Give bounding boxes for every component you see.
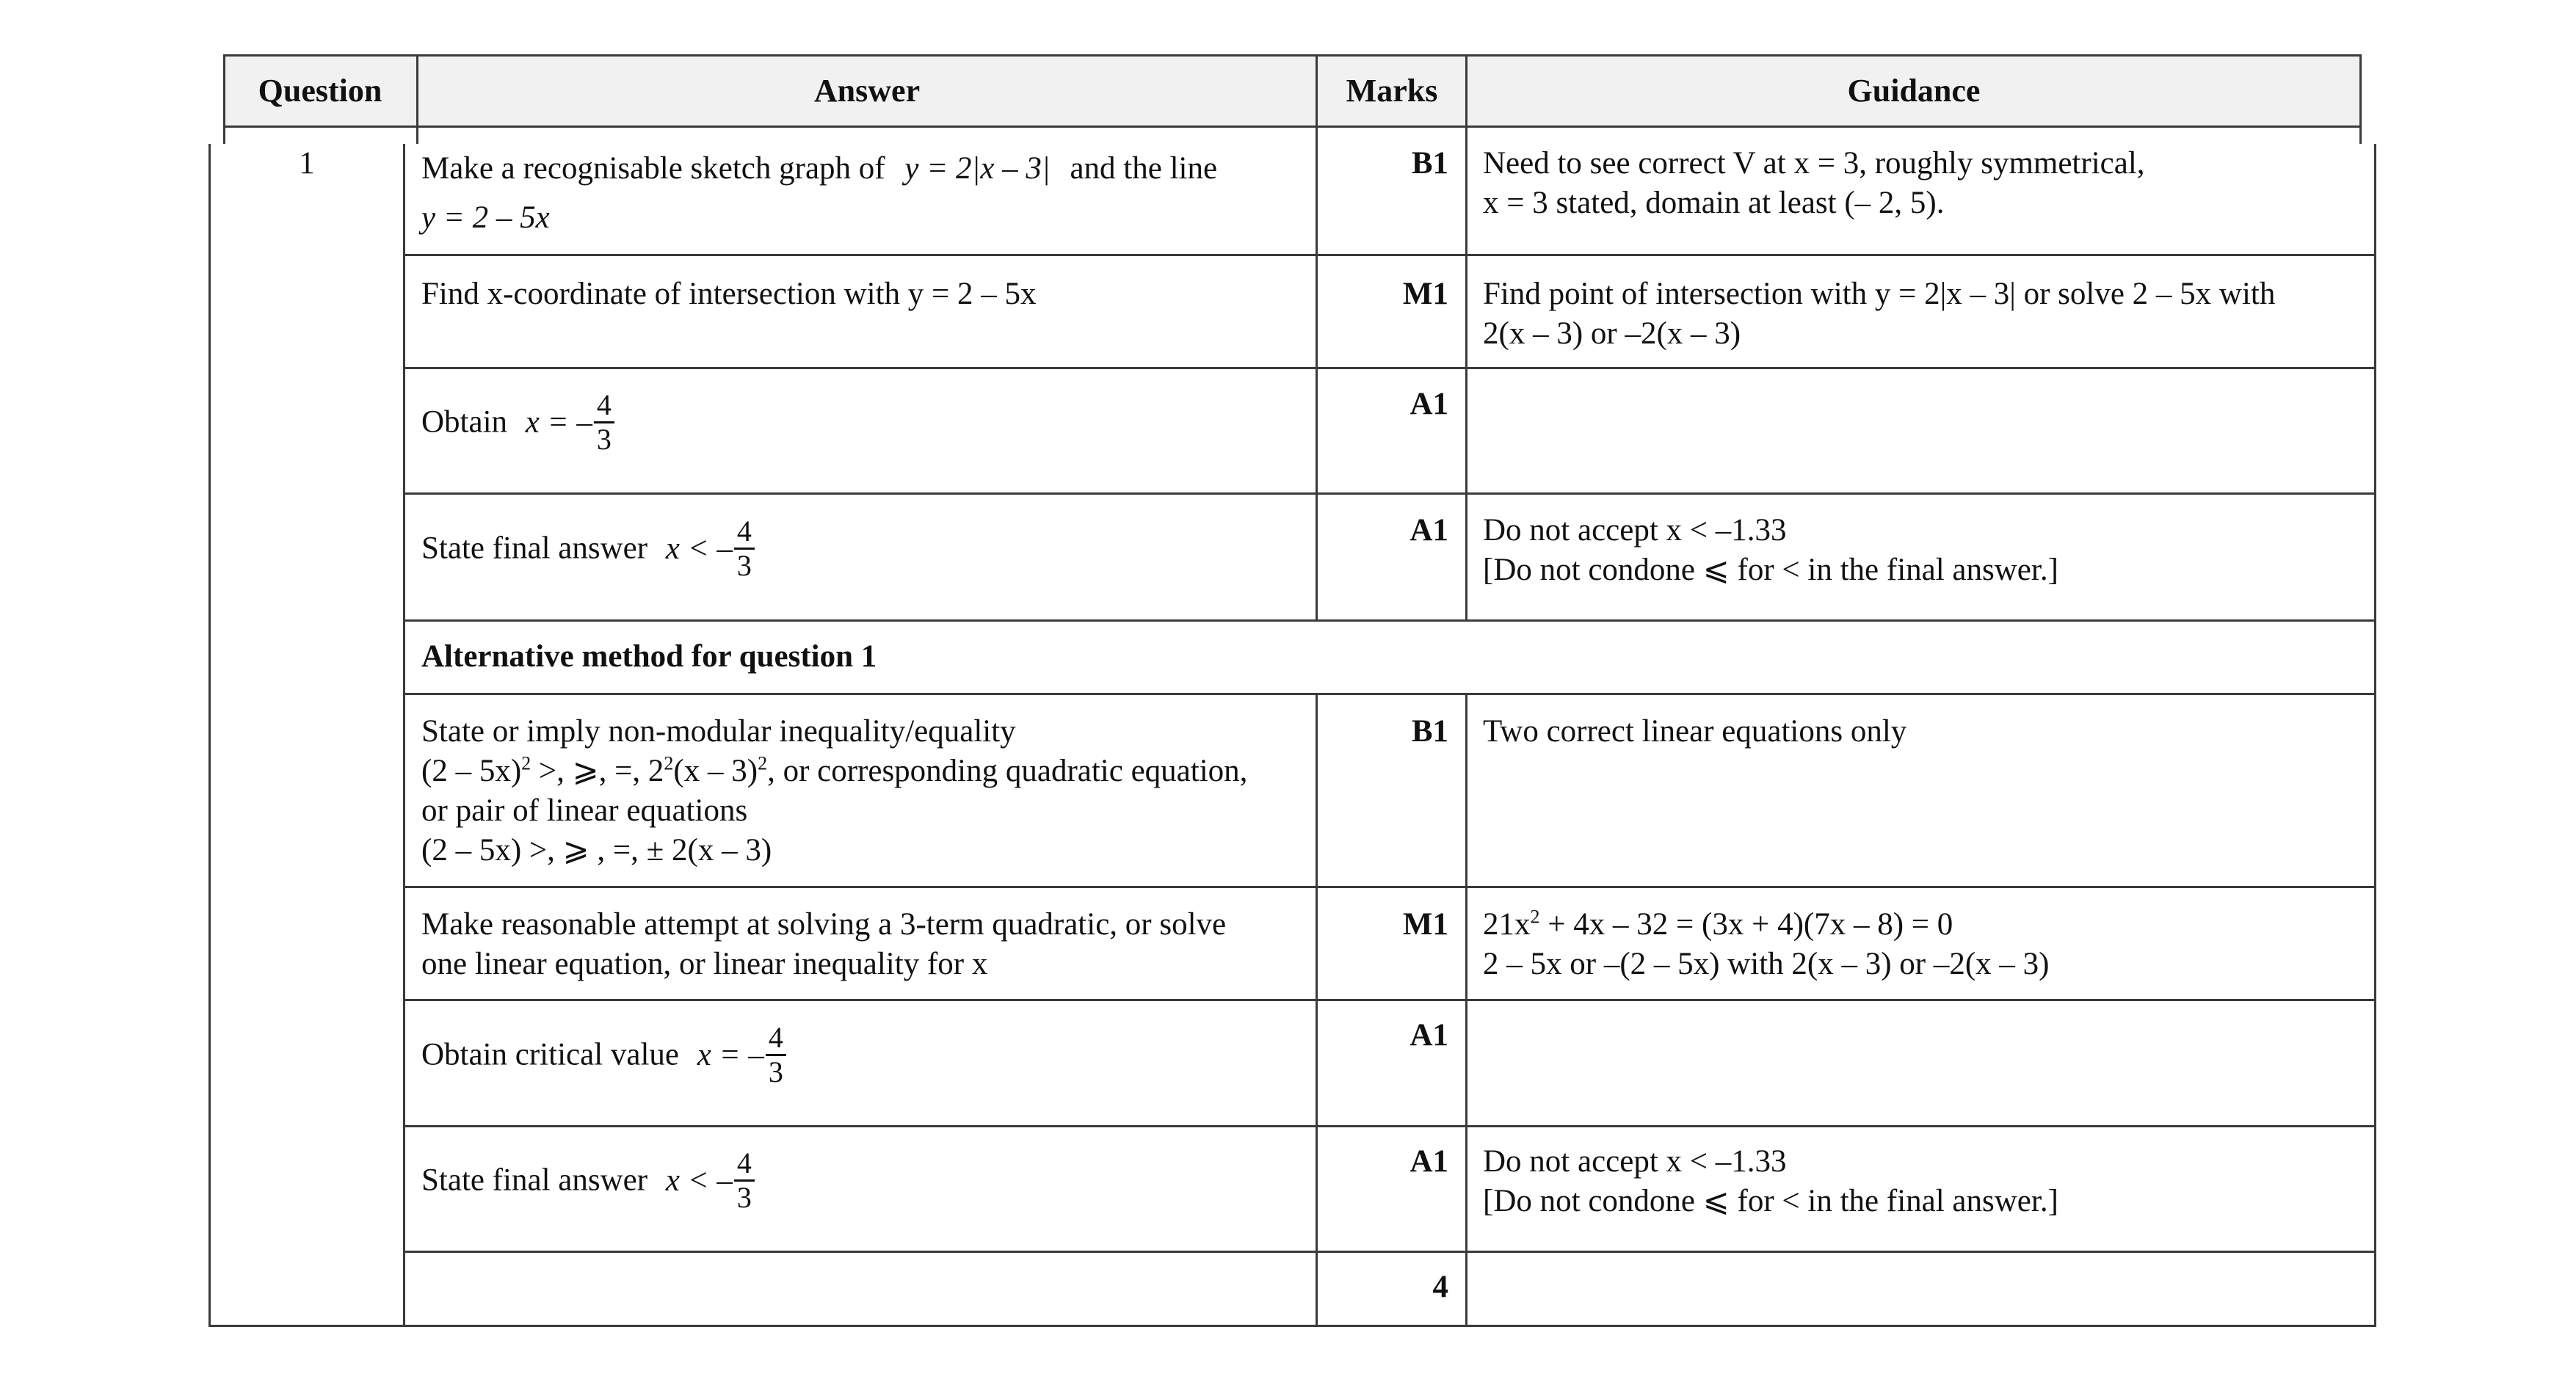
alt1-answer-line2	[421, 752, 1247, 791]
alt1-answer-line3: or pair of linear equations	[421, 793, 748, 828]
header-guidance: Guidance	[1847, 72, 1981, 109]
header-vline-right	[2359, 54, 2362, 144]
alt2-g-sup: 2	[1530, 906, 1540, 928]
header-answer: Answer	[813, 72, 921, 109]
row-line-5	[403, 693, 2376, 695]
alt3-mark: A1	[1409, 1018, 1448, 1052]
body-vline-m2	[1465, 694, 1467, 1327]
alt1-c: (x – 3)	[673, 754, 758, 788]
row2-guidance-line1: Find point of intersection with y = 2|x – 3| or solve 2 – 5x with	[1483, 277, 2276, 311]
row3-fraction	[594, 389, 614, 456]
body-vline-a2	[1316, 694, 1318, 1327]
row4-answer-math: x < –	[665, 531, 733, 566]
alt4-answer-math: x < –	[665, 1163, 733, 1198]
header-line-top	[223, 54, 2361, 57]
row4-fraction	[734, 515, 755, 582]
row3-answer-math: x = –	[525, 404, 592, 440]
alt4-answer-text: State final answer	[421, 1163, 648, 1198]
alt3-answer-text: Obtain critical value	[421, 1037, 680, 1072]
header-question: Question	[258, 72, 382, 109]
alternative-method-heading: Alternative method for question 1	[421, 639, 877, 674]
row1-guidance-line2: x = 3 stated, domain at least (– 2, 5).	[1483, 186, 1945, 220]
row3-frac-num: 4	[594, 389, 614, 423]
alt4-guidance-line2: [Do not condone ⩽ for < in the final answer.]	[1483, 1184, 2058, 1218]
total-mark: 4	[1432, 1270, 1448, 1304]
row-line-9	[403, 1251, 2376, 1253]
row1-mark: B1	[1411, 146, 1448, 181]
alt2-answer-line2: one linear equation, or linear inequality for x	[421, 947, 988, 981]
alt4-frac-num: 4	[734, 1147, 755, 1182]
alt1-sup3: 2	[758, 752, 768, 774]
body-vline-q	[403, 144, 405, 1327]
alt1-b: >, ⩾, =, 2	[531, 754, 664, 788]
row4-frac-den: 3	[736, 549, 752, 582]
row-line-2	[403, 367, 2376, 369]
row3-answer	[421, 389, 614, 456]
row1-guidance-line1: Need to see correct V at x = 3, roughly symmetrical,	[1483, 146, 2145, 181]
row-line-1	[403, 254, 2376, 256]
row1-answer-math: y = 2|x – 3|	[904, 151, 1051, 186]
row-line-7	[403, 999, 2376, 1001]
row3-answer-text: Obtain	[421, 404, 508, 440]
row2-answer: Find x-coordinate of intersection with y = 2 – 5x	[421, 277, 1037, 311]
row4-answer	[421, 515, 755, 582]
alt1-a: (2 – 5x)	[421, 754, 522, 788]
alt4-guidance-line1: Do not accept x < –1.33	[1483, 1144, 1787, 1179]
question-number: 1	[299, 146, 315, 181]
alt4-fraction	[734, 1147, 755, 1214]
alt3-answer-math: x = –	[697, 1037, 764, 1072]
row-line-3	[403, 492, 2376, 495]
alt2-g-a: 21x	[1483, 907, 1531, 942]
alt4-answer	[421, 1147, 755, 1214]
row-line-4	[403, 619, 2376, 622]
alt1-sup1: 2	[521, 752, 531, 774]
alt2-mark: M1	[1402, 907, 1448, 942]
row4-answer-text: State final answer	[421, 531, 648, 566]
header-vline-a	[1316, 54, 1318, 126]
row1-answer-line2: y = 2 – 5x	[421, 200, 550, 235]
body-vline-right	[2374, 144, 2376, 1327]
alt1-mark: B1	[1411, 714, 1448, 749]
alt1-d: , or corresponding quadratic equation,	[767, 754, 1248, 788]
row1-answer-text-a: Make a recognisable sketch graph of	[421, 151, 885, 186]
row4-guidance-line2: [Do not condone ⩽ for < in the final answer.]	[1483, 553, 2058, 587]
alt4-mark: A1	[1409, 1144, 1448, 1179]
table-bottom-line	[208, 1325, 2376, 1327]
row2-mark: M1	[1402, 277, 1448, 311]
alt2-answer-line1: Make reasonable attempt at solving a 3-term quadratic, or solve	[421, 907, 1227, 942]
alt3-fraction	[766, 1022, 786, 1088]
row3-mark: A1	[1409, 387, 1448, 421]
row4-frac-num: 4	[734, 515, 755, 550]
row-line-6	[403, 886, 2376, 888]
table-header	[223, 54, 2361, 126]
alt3-frac-den: 3	[768, 1055, 783, 1088]
row3-frac-den: 3	[596, 423, 612, 456]
row4-mark: A1	[1409, 513, 1448, 548]
body-vline-left	[208, 144, 211, 1327]
body-vline-m1	[1465, 126, 1467, 621]
row2-guidance-line2: 2(x – 3) or –2(x – 3)	[1483, 316, 1741, 351]
header-vline-q	[416, 54, 418, 144]
alt1-sup2: 2	[664, 752, 674, 774]
row4-guidance-line1: Do not accept x < –1.33	[1483, 513, 1787, 548]
alt1-answer-line1: State or imply non-modular inequality/equality	[421, 714, 1016, 749]
alt3-answer	[421, 1022, 786, 1088]
alt2-guidance-line2: 2 – 5x or –(2 – 5x) with 2(x – 3) or –2(x – 3)	[1483, 947, 2050, 981]
header-marks: Marks	[1346, 72, 1438, 109]
header-vline-left	[223, 54, 225, 144]
row-line-8	[403, 1125, 2376, 1127]
header-line-bottom	[223, 126, 2361, 128]
alt4-frac-den: 3	[736, 1181, 752, 1214]
alt1-guidance: Two correct linear equations only	[1483, 714, 1907, 749]
alt3-frac-num: 4	[766, 1022, 786, 1056]
header-vline-m	[1465, 54, 1467, 126]
alt2-guidance-line1	[1483, 905, 1953, 945]
row1-answer-text-b: and the line	[1070, 151, 1218, 186]
alt1-answer-line4: (2 – 5x) >, ⩾ , =, ± 2(x – 3)	[421, 833, 772, 868]
row1-answer	[421, 149, 1217, 189]
alt2-g-b: + 4x – 32 = (3x + 4)(7x – 8) = 0	[1539, 907, 1953, 942]
